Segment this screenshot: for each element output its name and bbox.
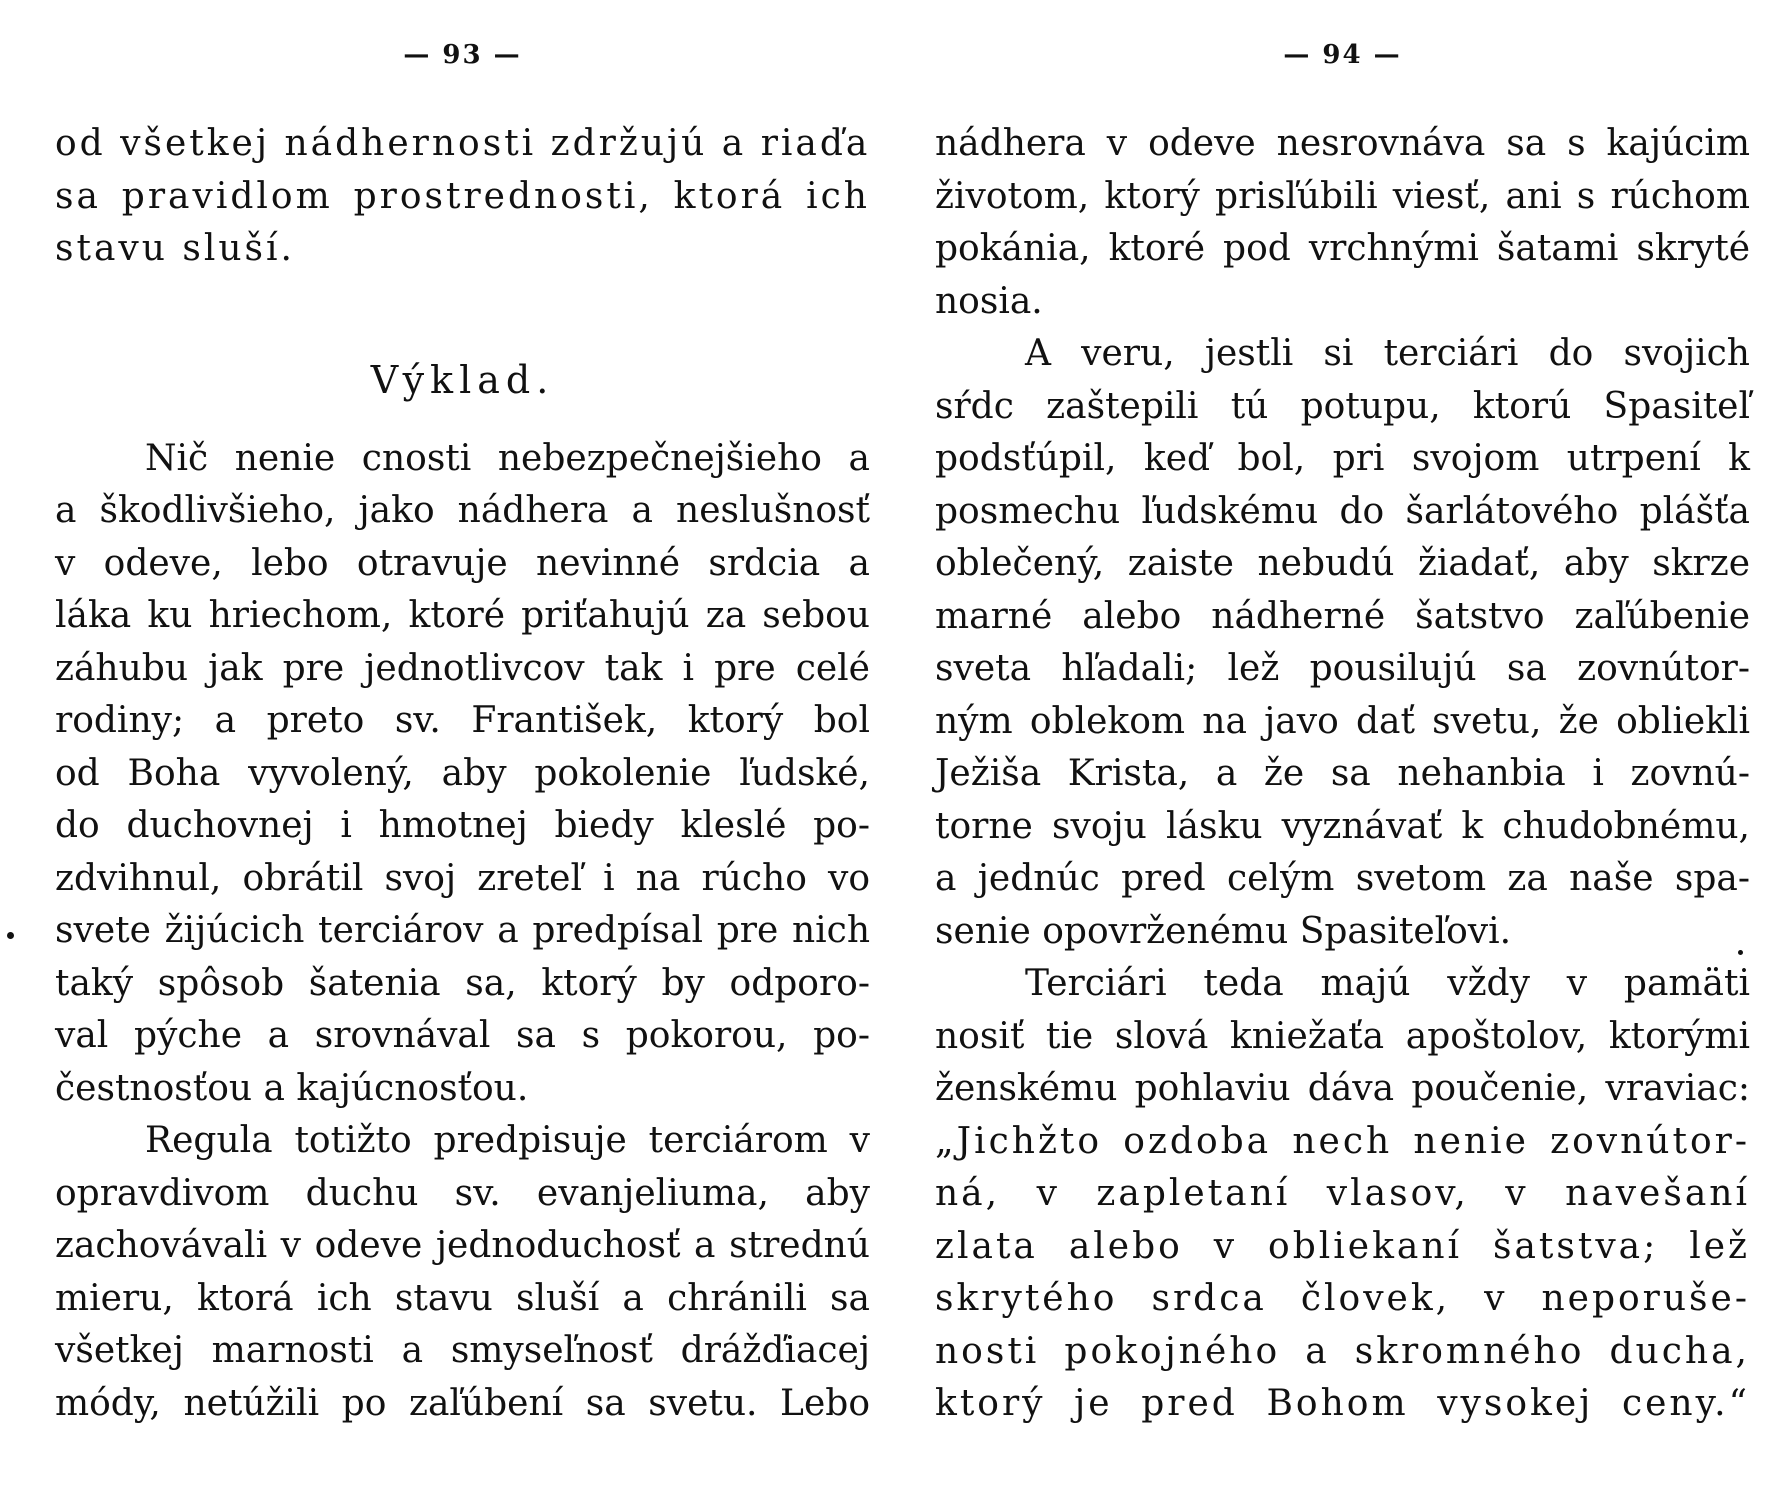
- text-line: posmechu ľudskému do šarlátového plášťa: [935, 490, 1750, 532]
- text-line: taký spôsob šatenia sa, ktorý by odporo-: [55, 962, 870, 1004]
- text-line: opravdivom duchu sv. evanjeliuma, aby: [55, 1172, 870, 1214]
- text-line: a škodlivšieho, jako nádhera a neslušnosť: [55, 490, 870, 531]
- text-line: senie opovrženému Spasiteľovi.: [935, 910, 1512, 952]
- left-page: [55, 0, 870, 1500]
- text-line: a jednúc pred celým svetom za naše spa-: [935, 858, 1750, 899]
- text-line: zdvihnul, obrátil svoj zreteľ i na rúcho vo: [55, 857, 870, 899]
- text-line: láka ku hriechom, ktoré priťahujú za sebou: [55, 595, 870, 636]
- text-line: zachovávali v odeve jednoduchosť a strednú: [55, 1225, 870, 1266]
- quote-line: ná, v zapletaní vlasov, v navešaní: [935, 1173, 1750, 1214]
- text-line: od Boha vyvolený, aby pokolenie ľudské,: [55, 752, 870, 794]
- text-line: Nič nenie cnosti nebezpečnejšieho a: [145, 437, 870, 479]
- text-line: pokánia, ktoré pod vrchnými šatami skryté: [935, 228, 1750, 269]
- text-line: životom, ktorý prisľúbili viesť, ani s rúchom: [935, 175, 1750, 217]
- text-line: ným oblekom na javo dať svetu, že obliekli: [935, 700, 1750, 742]
- text-line: do duchovnej i hmotnej biedy kleslé po-: [55, 805, 870, 846]
- quote-line: ktorý je pred Bohom vysokej ceny.“: [935, 1383, 1750, 1424]
- text-line: Terciári teda majú vždy v pamäti: [1025, 963, 1750, 1004]
- quote-line: „Jichžto ozdoba nech nenie zovnútor-: [935, 1120, 1750, 1162]
- text-line: val pýche a srovnával sa s pokorou, po-: [55, 1015, 870, 1056]
- quote-line: skrytého srdca človek, v neporuše-: [935, 1278, 1750, 1319]
- text-line: mieru, ktorá ich stavu sluší a chránili sa: [55, 1277, 870, 1319]
- text-line: v odeve, lebo otravuje nevinné srdcia a: [55, 542, 870, 584]
- ink-dot: [7, 932, 14, 939]
- text-line: stavu sluší.: [55, 228, 295, 269]
- section-heading: Výklad.: [370, 357, 555, 402]
- text-line: rodiny; a preto sv. František, ktorý bol: [55, 700, 870, 741]
- page-number-right: — 94 —: [1283, 40, 1402, 70]
- text-line: módy, netúžili po zaľúbení sa svetu. Lebo: [55, 1382, 870, 1424]
- text-line: nosiť tie slová kniežaťa apoštolov, ktorými: [935, 1015, 1750, 1057]
- text-line: nádhera v odeve nesrovnáva sa s kajúcim: [935, 123, 1750, 164]
- page-number-left: — 93 —: [403, 40, 522, 70]
- text-line: čestnosťou a kajúcnosťou.: [55, 1067, 529, 1109]
- right-page: [935, 0, 1750, 1500]
- text-line: oblečený, zaiste nebudú žiadať, aby skrze: [935, 543, 1750, 584]
- text-line: svete žijúcich terciárov a predpísal pre nich: [55, 910, 870, 951]
- quote-line: nosti pokojného a skromného ducha,: [935, 1330, 1750, 1372]
- right-text-block: [935, 118, 1750, 1431]
- text-line: torne svoju lásku vyznávať k chudobnému,: [935, 805, 1750, 847]
- text-line: záhubu jak pre jednotlivcov tak i pre celé: [55, 647, 870, 689]
- text-line: nosia.: [935, 280, 1043, 322]
- quote-line: zlata alebo v obliekaní šatstva; lež: [935, 1225, 1750, 1267]
- text-line: Ježiša Krista, a že sa nehanbia i zovnú-: [935, 753, 1750, 794]
- text-line: sveta hľadali; lež pousilujú sa zovnútor-: [935, 648, 1750, 689]
- text-line: všetkej marnosti a smyseľnosť drážďiacej: [55, 1330, 870, 1371]
- text-line: sa pravidlom prostrednosti, ktorá ich: [55, 175, 870, 217]
- text-line: sŕdc zaštepili tú potupu, ktorú Spasiteľ: [935, 385, 1750, 427]
- text-line: marné alebo nádherné šatstvo zaľúbenie: [935, 595, 1750, 637]
- text-line: ženskému pohlaviu dáva poučenie, vraviac:: [935, 1068, 1750, 1109]
- ink-dot: [1738, 950, 1743, 955]
- text-line: A veru, jestli si terciári do svojich: [1025, 333, 1750, 374]
- text-line: Regula totižto predpisuje terciárom v: [145, 1120, 870, 1161]
- text-line: od všetkej nádhernosti zdržujú a riaďa: [55, 123, 871, 164]
- left-text-block: [55, 118, 870, 1430]
- text-line: podsťúpil, keď bol, pri svojom utrpení k: [935, 438, 1750, 479]
